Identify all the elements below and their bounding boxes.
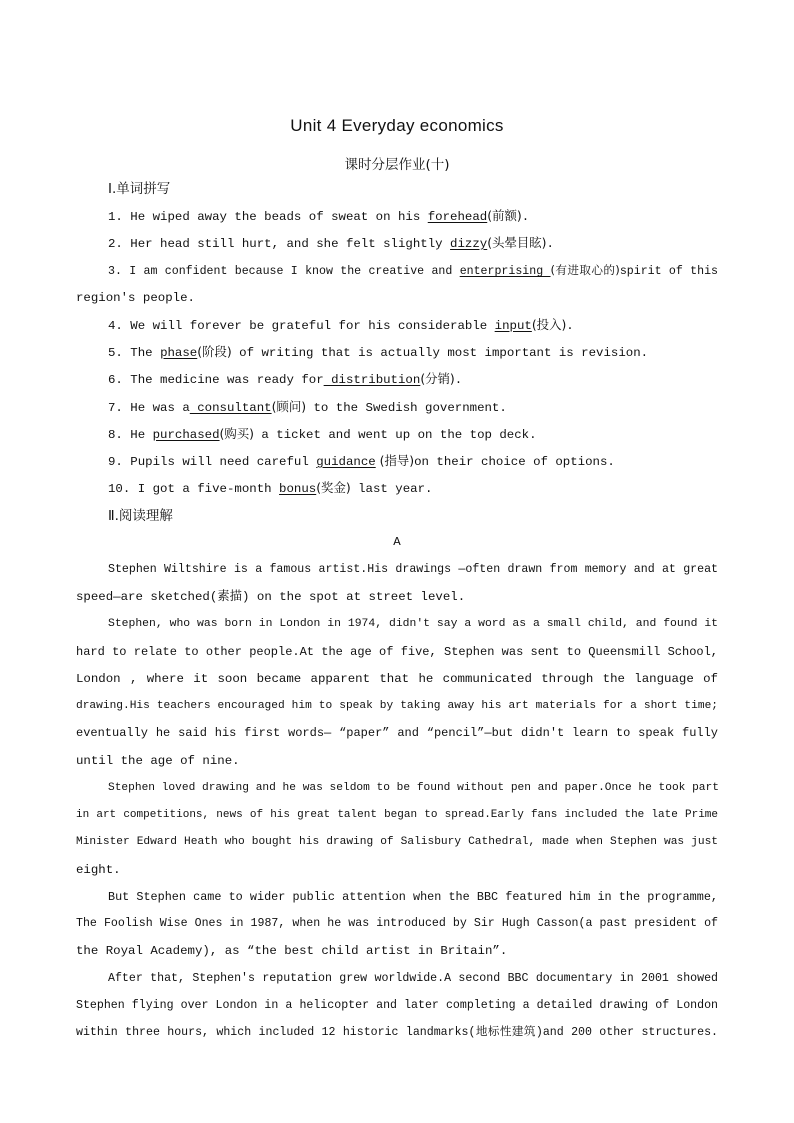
section-heading-spelling: Ⅰ.单词拼写: [108, 181, 171, 197]
answer-word: bonus: [279, 482, 317, 496]
passage-line: eventually he said his first words— “paper” and “pencil”—but didn't learn to speak fully: [76, 726, 718, 740]
spelling-item-continuation: region's people.: [76, 291, 195, 305]
passage-line: drawing.His teachers encouraged him to speak by taking away his art materials for a short time;: [76, 700, 718, 712]
spelling-item: 3. I am confident because I know the creative and enterprising (有进取心的)spirit of this: [108, 263, 718, 278]
answer-word: guidance: [316, 455, 376, 469]
spelling-item: 4. We will forever be grateful for his considerable input(投入).: [108, 317, 574, 333]
passage-line: Stephen flying over London in a helicopter and later completing a detailed drawing of London: [76, 999, 718, 1012]
passage-line: eight.: [76, 863, 121, 877]
passage-line: The Foolish Wise Ones in 1987, when he was introduced by Sir Hugh Casson(a past president of: [76, 917, 718, 930]
answer-word: dizzy: [450, 237, 488, 251]
answer-word: consultant: [189, 401, 272, 415]
passage-line: Stephen, who was born in London in 1974, didn't say a word as a small child, and found it: [108, 618, 718, 630]
passage-line: within three hours, which included 12 historic landmarks(地标性建筑)and 200 other structures.: [76, 1026, 718, 1039]
spelling-item: 2. Her head still hurt, and she felt slightly dizzy(头晕目眩).: [108, 235, 554, 251]
spelling-item: 7. He was a consultant(顾问) to the Swedish government.: [108, 399, 507, 415]
answer-word: forehead: [427, 210, 488, 224]
page-subtitle: 课时分层作业(十): [344, 157, 450, 173]
answer-word: phase: [160, 346, 198, 360]
passage-line: London , where it soon became apparent that he communicated through the language of: [76, 672, 718, 686]
answer-word: distribution: [323, 373, 421, 387]
passage-line: speed—are sketched(素描) on the spot at street level.: [76, 590, 466, 604]
passage-line: After that, Stephen's reputation grew worldwide.A second BBC documentary in 2001 showed: [108, 972, 718, 985]
answer-word: input: [494, 319, 532, 333]
spelling-item: 10. I got a five-month bonus(奖金) last year.: [108, 480, 433, 496]
answer-word: enterprising: [459, 265, 551, 278]
passage-line: Stephen loved drawing and he was seldom to be found without pen and paper.Once he took part: [108, 782, 719, 794]
spelling-item: 5. The phase(阶段) of writing that is actually most important is revision.: [108, 344, 649, 360]
passage-label: A: [393, 535, 401, 549]
answer-word: purchased: [152, 428, 220, 442]
passage-line: the Royal Academy), as “the best child artist in Britain”.: [76, 944, 508, 958]
passage-line: Minister Edward Heath who bought his drawing of Salisbury Cathedral, made when Stephen was just: [76, 836, 718, 848]
spelling-item: 9. Pupils will need careful guidance (指导)on their choice of options.: [108, 453, 615, 469]
spelling-item: 1. He wiped away the beads of sweat on his forehead(前额).: [108, 208, 530, 224]
passage-line: in art competitions, news of his great talent began to spread.Early fans included the late Prime: [76, 809, 718, 821]
passage-line: until the age of nine.: [76, 754, 240, 768]
page-title: Unit 4 Everyday economics: [290, 116, 504, 135]
passage-line: But Stephen came to wider public attention when the BBC featured him in the programme,: [108, 890, 718, 904]
spelling-item: 6. The medicine was ready for distribution(分销).: [108, 371, 463, 387]
spelling-item: 8. He purchased(购买) a ticket and went up on the top deck.: [108, 426, 537, 442]
passage-line: Stephen Wiltshire is a famous artist.His drawings —often drawn from memory and at great: [108, 563, 718, 576]
section-heading-reading: Ⅱ.阅读理解: [108, 508, 173, 524]
passage-line: hard to relate to other people.At the age of five, Stephen was sent to Queensmill School,: [76, 645, 718, 659]
